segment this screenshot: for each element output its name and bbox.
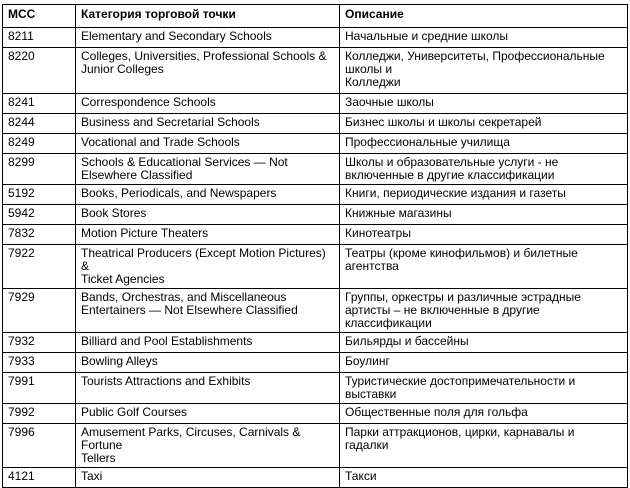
table-row: [3, 48, 628, 94]
mcc-code-cell: 7991: [3, 373, 76, 404]
description-cell: Книжные магазины: [340, 205, 628, 225]
description-cell: Общественные поля для гольфа: [340, 404, 628, 424]
description-cell: Туристические достопримечательности и выставки: [340, 373, 628, 404]
table-row: [3, 333, 628, 353]
description-cell: Книги, периодические издания и газеты: [340, 185, 628, 205]
mcc-code-cell: 4121: [3, 468, 76, 488]
table-row: [3, 185, 628, 205]
category-cell: Vocational and Trade Schools: [76, 134, 340, 154]
mcc-code-cell: 5942: [3, 205, 76, 225]
description-cell: Кинотеатры: [340, 225, 628, 245]
category-cell: Amusement Parks, Circuses, Carnivals & Fortune Tellers: [76, 424, 340, 468]
description-cell: Колледжи, Университеты, Профессиональные школы и Колледжи: [340, 48, 628, 94]
header-description: Описание: [340, 5, 628, 28]
category-cell: Books, Periodicals, and Newspapers: [76, 185, 340, 205]
table-row: [3, 424, 628, 468]
table-row: [3, 114, 628, 134]
description-cell: Школы и образовательные услуги - не включенные в другие классификации: [340, 154, 628, 185]
table-row: [3, 154, 628, 185]
category-cell: Book Stores: [76, 205, 340, 225]
category-cell: Schools & Educational Services — Not Elsewhere Classified: [76, 154, 340, 185]
table-row: [3, 289, 628, 333]
description-cell: Бизнес школы и школы секретарей: [340, 114, 628, 134]
category-cell: Theatrical Producers (Except Motion Pictures) & Ticket Agencies: [76, 245, 340, 289]
mcc-code-cell: 7922: [3, 245, 76, 289]
mcc-code-cell: 7992: [3, 404, 76, 424]
table-row: [3, 404, 628, 424]
mcc-table: [2, 4, 628, 488]
category-cell: Tourists Attractions and Exhibits: [76, 373, 340, 404]
mcc-code-cell: 8244: [3, 114, 76, 134]
description-cell: Парки аттракционов, цирки, карнавалы и гадалки: [340, 424, 628, 468]
category-cell: Correspondence Schools: [76, 94, 340, 114]
category-cell: Billiard and Pool Establishments: [76, 333, 340, 353]
description-cell: Группы, оркестры и различные эстрадные артисты – не включенные в другие классификации: [340, 289, 628, 333]
mcc-code-cell: 7929: [3, 289, 76, 333]
description-cell: Начальные и средние школы: [340, 28, 628, 48]
category-cell: Public Golf Courses: [76, 404, 340, 424]
table-row: [3, 28, 628, 48]
mcc-code-cell: 7932: [3, 333, 76, 353]
category-cell: Bowling Alleys: [76, 353, 340, 373]
description-cell: Театры (кроме кинофильмов) и билетные агентства: [340, 245, 628, 289]
table-row: [3, 468, 628, 488]
table-row: [3, 134, 628, 154]
category-cell: Colleges, Universities, Professional Schools & Junior Colleges: [76, 48, 340, 94]
mcc-code-cell: 7933: [3, 353, 76, 373]
mcc-code-cell: 8241: [3, 94, 76, 114]
category-cell: Business and Secretarial Schools: [76, 114, 340, 134]
header-row: [3, 5, 628, 28]
table-row: [3, 225, 628, 245]
category-cell: Motion Picture Theaters: [76, 225, 340, 245]
category-cell: Bands, Orchestras, and Miscellaneous Entertainers — Not Elsewhere Classified: [76, 289, 340, 333]
category-cell: Taxi: [76, 468, 340, 488]
table-row: [3, 205, 628, 225]
table-row: [3, 353, 628, 373]
header-mcc: MCC: [3, 5, 76, 28]
mcc-code-cell: 8211: [3, 28, 76, 48]
description-cell: Такси: [340, 468, 628, 488]
mcc-code-cell: 7996: [3, 424, 76, 468]
mcc-code-cell: 7832: [3, 225, 76, 245]
description-cell: Боулинг: [340, 353, 628, 373]
description-cell: Профессиональные училища: [340, 134, 628, 154]
description-cell: Бильярды и бассейны: [340, 333, 628, 353]
header-category: Категория торговой точки: [76, 5, 340, 28]
category-cell: Elementary and Secondary Schools: [76, 28, 340, 48]
mcc-code-cell: 8249: [3, 134, 76, 154]
mcc-code-cell: 5192: [3, 185, 76, 205]
description-cell: Заочные школы: [340, 94, 628, 114]
table-row: [3, 245, 628, 289]
table-row: [3, 94, 628, 114]
table-row: [3, 373, 628, 404]
mcc-code-cell: 8220: [3, 48, 76, 94]
mcc-code-cell: 8299: [3, 154, 76, 185]
